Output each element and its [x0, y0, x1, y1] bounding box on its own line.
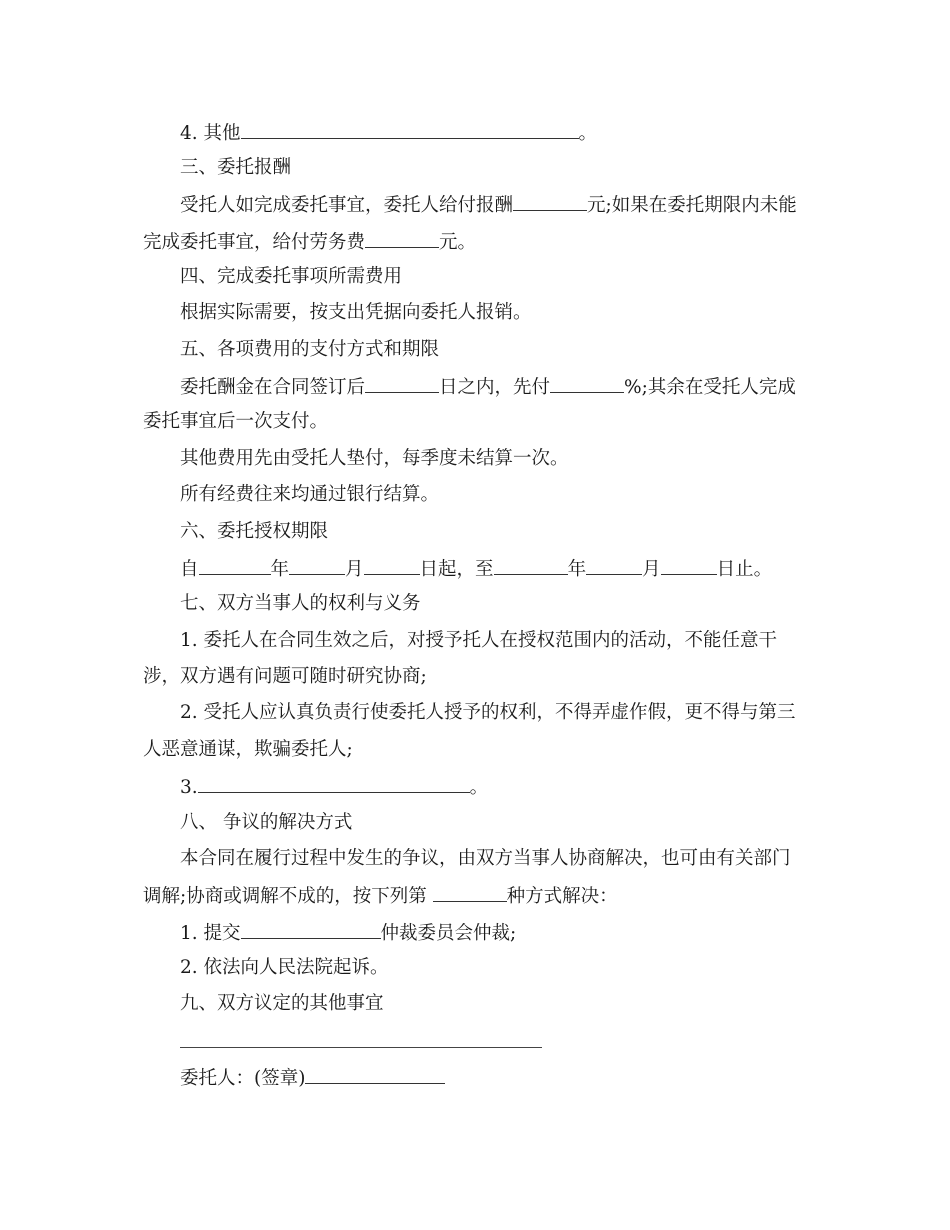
fill-blank — [198, 774, 470, 793]
text: %;其余在受托人完成 — [624, 377, 796, 398]
paragraph-line — [0, 229, 950, 255]
fill-blank — [661, 556, 717, 575]
paragraph-line — [0, 192, 950, 218]
section-heading-3: 三、委托报酬 — [180, 157, 292, 178]
fill-blank — [241, 920, 381, 939]
fill-blank — [241, 120, 579, 139]
text: 月 — [345, 559, 364, 580]
item-4-other — [0, 120, 950, 146]
paragraph-line — [0, 374, 950, 400]
fill-blank — [586, 556, 642, 575]
text: 3. — [180, 777, 198, 798]
fill-blank — [365, 374, 439, 393]
option-2: 2. 依法向人民法院起诉。 — [180, 957, 389, 978]
text: 。 — [578, 123, 598, 144]
text: 年 — [270, 559, 290, 580]
text: 年 — [567, 559, 587, 580]
paragraph-line: 人恶意通谋，欺骗委托人; — [143, 739, 353, 760]
section-heading-8: 八、 争议的解决方式 — [180, 812, 353, 833]
fill-blank — [364, 556, 420, 575]
fill-blank — [513, 192, 587, 211]
item-3 — [0, 774, 950, 800]
paragraph-line: 委托事宜后一次支付。 — [143, 411, 329, 432]
option-1 — [0, 920, 950, 946]
text: 完成委托事宜，给付劳务费 — [143, 232, 366, 253]
text: 。 — [469, 777, 489, 798]
fill-blank — [289, 556, 345, 575]
paragraph-line: 本合同在履行过程中发生的争议，由双方当事人协商解决，也可由有关部门 — [180, 848, 791, 869]
section-heading-6: 六、委托授权期限 — [180, 521, 329, 542]
section-heading-5: 五、各项费用的支付方式和期限 — [180, 339, 440, 360]
text: 受托人如完成委托事宜，委托人给付报酬 — [180, 195, 514, 216]
fill-blank — [433, 883, 507, 902]
text: 月 — [642, 559, 661, 580]
paragraph-line: 其他费用先由受托人垫付，每季度未结算一次。 — [180, 448, 569, 469]
section-heading-4: 四、完成委托事项所需费用 — [180, 266, 403, 287]
fill-blank — [199, 556, 271, 575]
fill-blank — [550, 374, 624, 393]
paragraph-line: 涉，双方遇有问题可随时研究协商; — [143, 666, 427, 687]
section-heading-7: 七、双方当事人的权利与义务 — [180, 593, 421, 614]
text: 元。 — [439, 232, 477, 253]
text: 1. 提交 — [180, 923, 241, 944]
section-heading-9: 九、双方议定的其他事宜 — [180, 993, 384, 1014]
text: 日止。 — [716, 559, 773, 580]
signature-blank — [305, 1065, 445, 1084]
paragraph-line: 1. 委托人在合同生效之后，对授予托人在授权范围内的活动，不能任意干 — [180, 630, 778, 651]
paragraph-line: 所有经费往来均通过银行结算。 — [180, 484, 440, 505]
paragraph-line: 2. 受托人应认真负责行使委托人授予的权利，不得弄虚作假，更不得与第三 — [180, 702, 796, 723]
text: 仲裁委员会仲裁; — [380, 923, 517, 944]
text: 日起，至 — [419, 559, 494, 580]
blank-rule-line — [180, 1047, 542, 1048]
text: 4. 其他 — [180, 123, 241, 144]
fill-blank — [365, 229, 439, 248]
text: 自 — [180, 559, 199, 580]
text: 种方式解决： — [506, 886, 618, 907]
text: 元;如果在委托期限内未能 — [587, 195, 797, 216]
text: 调解;协商或调解不成的，按下列第 — [143, 886, 433, 907]
paragraph-line — [0, 883, 950, 909]
text: 委托人：(签章) — [180, 1068, 306, 1089]
signature-line — [0, 1065, 950, 1091]
date-range-line — [0, 556, 950, 582]
fill-blank — [494, 556, 568, 575]
paragraph-line: 根据实际需要，按支出凭据向委托人报销。 — [180, 302, 532, 323]
text: 委托酬金在合同签订后 — [180, 377, 366, 398]
text: 日之内，先付 — [439, 377, 551, 398]
